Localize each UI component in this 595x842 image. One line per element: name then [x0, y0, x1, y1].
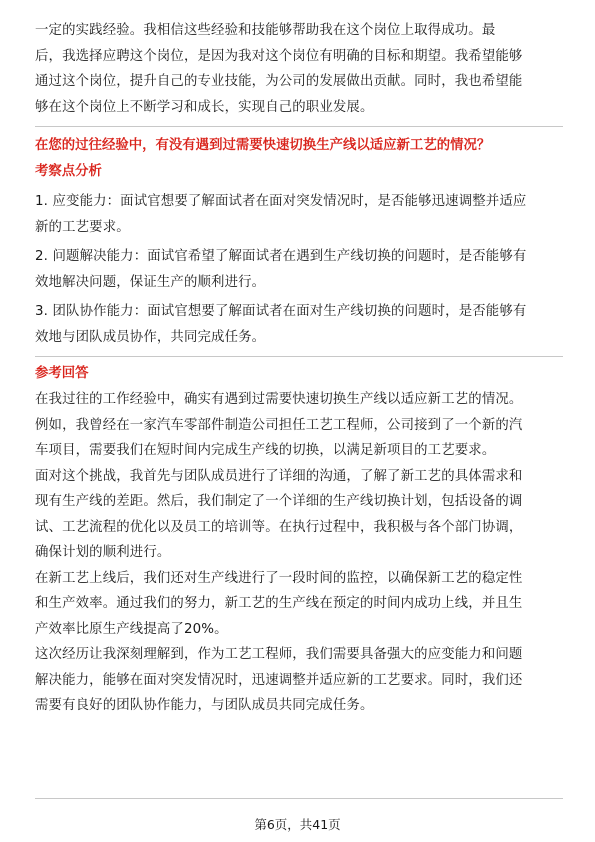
answer-paragraph-4: 这次经历让我深刻理解到，作为工艺工程师，我们需要具备强大的应变能力和问题 解决能力，能够在面对突发情况时，迅速调整并适应新的工艺要求。同时，我们还 需要有良好的团队协作能力，与团队成员共同完成任务。 [35, 647, 523, 713]
page-content [35, 18, 563, 719]
answer-title: 参考回答 [35, 366, 89, 381]
answer-paragraph-2: 面对这个挑战，我首先与团队成员进行了详细的沟通，了解了新工艺的具体需求和 现有生产线的差距。然后，我们制定了一个详细的生产线切换计划，包括设备的调 试、工艺流程的优化以及员工的培训等。在执行过程中，我积极与各个部门协调， 确保计划的顺利进行。 [35, 468, 523, 560]
divider [35, 356, 563, 357]
analysis-item-2: 2. 问题解决能力：面试官希望了解面试者在遇到生产线切换的问题时，是否能够有 效地解决问题，保证生产的顺利进行。 [35, 249, 527, 290]
page-number: 第6页，共41页 [254, 817, 341, 832]
divider [35, 126, 563, 127]
footer-divider [35, 798, 563, 799]
intro-paragraph: 一定的实践经验。我相信这些经验和技能够帮助我在这个岗位上取得成功。最 后，我选择应聘这个岗位，是因为我对这个岗位有明确的目标和期望。我希望能够 通过这个岗位，提升自己的专业技能，为公司的发展做出贡献。同时，我也希望能 够在这个岗位上不断学习和成长，实现自己的职业发展。 [35, 23, 523, 115]
answer-paragraph-1: 在我过往的工作经验中，确实有遇到过需要快速切换生产线以适应新工艺的情况。 例如，我曾经在一家汽车零部件制造公司担任工艺工程师，公司接到了一个新的汽 车项目，需要我们在短时间内完成生产线的切换，以满足新项目的工艺要求。 [35, 392, 523, 458]
analysis-item-3: 3. 团队协作能力：面试官想要了解面试者在面对生产线切换的问题时，是否能够有 效地与团队成员协作，共同完成任务。 [35, 304, 527, 345]
analysis-item-1: 1. 应变能力：面试官想要了解面试者在面对突发情况时，是否能够迅速调整并适应 新的工艺要求。 [35, 194, 527, 235]
answer-paragraph-3: 在新工艺上线后，我们还对生产线进行了一段时间的监控，以确保新工艺的稳定性 和生产效率。通过我们的努力，新工艺的生产线在预定的时间内成功上线，并且生 产效率比原生产线提高了20%。 [35, 570, 523, 637]
analysis-title: 考察点分析 [35, 164, 102, 179]
question-heading: 在您的过往经验中，有没有遇到过需要快速切换生产线以适应新工艺的情况？ [35, 138, 491, 153]
